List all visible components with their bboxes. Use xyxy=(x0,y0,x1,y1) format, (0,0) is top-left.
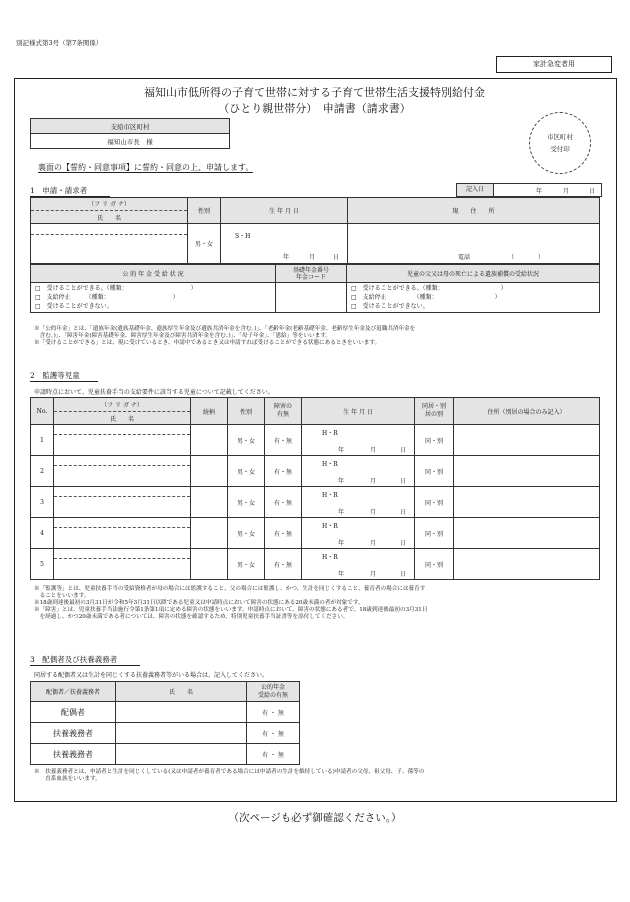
child-name-cell[interactable] xyxy=(54,518,191,549)
col-cohab xyxy=(415,398,454,425)
col-dob: 生 年 月 日 xyxy=(302,398,415,425)
child-dob-day: 日 xyxy=(400,447,407,454)
child-dob-month: 月 xyxy=(370,478,377,485)
section3-intro: 同居する配偶者又は生計を同じくする扶養義務者等がいる場合は、記入してください。 xyxy=(34,672,269,679)
family-row xyxy=(31,702,300,723)
section3-heading: 3 配偶者及び扶養義務者 xyxy=(30,654,140,666)
child-no: 3 xyxy=(31,487,54,518)
child-era: H・R xyxy=(322,554,338,561)
section2-note-3: ※18歳到達後最初の3月31日が令和5年3月31日以降である児童又は申請時点において障害の状態にある20歳未満の者が対象です。 xyxy=(34,600,364,606)
child-dob-day: 日 xyxy=(400,540,407,547)
section1-heading: 1 申請・請求者 xyxy=(30,185,110,197)
entry-date-box[interactable] xyxy=(456,183,602,197)
child-dob-cell[interactable] xyxy=(302,487,415,518)
basic-pension-header-2: 年金コード xyxy=(295,273,326,281)
child-cohab-cell[interactable]: 同・別 xyxy=(415,549,454,580)
phone-label: 電話 xyxy=(458,254,471,261)
section3-note-2: 直系血族をいいます。 xyxy=(34,776,101,782)
pension-option-2[interactable]: □ 支給停止 （種類： ） xyxy=(35,294,179,301)
section3-note-1: ※ 扶養義務者とは、申請者と生計を同じくしている(又は申請者が養育者である場合には申請者の生計を維持している)申請者の父母、祖父母、子、孫等の xyxy=(34,769,425,775)
child-dob-year: 年 xyxy=(338,571,345,578)
child-relation-cell[interactable] xyxy=(191,456,228,487)
child-name-cell[interactable] xyxy=(54,456,191,487)
child-name-cell[interactable] xyxy=(54,549,191,580)
child-era: H・R xyxy=(322,523,338,530)
entry-date-month: 月 xyxy=(563,188,570,195)
child-dob-day: 日 xyxy=(400,571,407,578)
family-name-cell[interactable] xyxy=(116,702,247,723)
child-dob-month: 月 xyxy=(370,540,377,547)
family-type: 配偶者 xyxy=(31,702,116,723)
family-pension-cell[interactable]: 有 ・ 無 xyxy=(247,723,300,744)
pension-options-cell[interactable] xyxy=(31,283,276,313)
family-col-pension-1: 公的年金 xyxy=(260,683,285,691)
child-no: 1 xyxy=(31,425,54,456)
family-col-pension-2: 受給の有無 xyxy=(257,691,288,699)
col-furigana: （フ リ ガ ナ） xyxy=(54,400,190,412)
col-sex: 性別 xyxy=(228,398,265,425)
office-use-box: 家計急変者用 xyxy=(496,56,612,73)
family-pension-cell[interactable]: 有 ・ 無 xyxy=(247,744,300,765)
section1-note-1: ※「公的年金」とは、「遺族年金(遺族基礎年金、遺族厚生年金及び遺族共済年金を含む。)」、「老齢年金(老齢基礎年金、老齢厚生年金及び退職共済年金を xyxy=(34,326,416,332)
basic-pension-cell[interactable] xyxy=(276,283,347,313)
col-name xyxy=(54,398,191,425)
family-name-cell[interactable] xyxy=(116,723,247,744)
child-no: 2 xyxy=(31,456,54,487)
child-address-cell[interactable] xyxy=(454,425,600,456)
family-pension-cell[interactable]: 有 ・ 無 xyxy=(247,702,300,723)
section2-intro: 申請時点において、児童扶養手当の支給要件に該当する児童について記載してください。 xyxy=(34,389,274,396)
child-dob-year: 年 xyxy=(338,447,345,454)
pension-option-3[interactable]: □ 受けることができない。 xyxy=(35,303,113,310)
bereaved-option-3[interactable]: □ 受けることができない。 xyxy=(351,303,429,310)
child-address-cell[interactable] xyxy=(454,456,600,487)
pension-table xyxy=(30,264,600,313)
child-dob-cell[interactable] xyxy=(302,518,415,549)
child-dob-cell[interactable] xyxy=(302,425,415,456)
pledge-text xyxy=(38,162,253,174)
section2-note-2: ることをいいます。 xyxy=(34,593,90,599)
applicant-dob-cell[interactable] xyxy=(221,224,348,264)
applicant-name-cell[interactable] xyxy=(31,224,188,264)
child-dob-cell[interactable] xyxy=(302,456,415,487)
col-cohab-2: 居の別 xyxy=(424,411,443,418)
addressee-branch: 支給市区町村 xyxy=(31,119,230,134)
col-name-label: 氏 名 xyxy=(109,415,134,423)
family-col-pension xyxy=(247,682,300,702)
dob-year: 年 xyxy=(283,254,290,261)
child-address-cell[interactable] xyxy=(454,549,600,580)
child-disability-cell[interactable]: 有・無 xyxy=(265,487,302,518)
applicant-era: S・H xyxy=(235,233,251,240)
addressee-mayor: 福知山市長 様 xyxy=(31,134,230,149)
phone-parens: （ ） xyxy=(508,254,545,261)
child-disability-cell[interactable]: 有・無 xyxy=(265,456,302,487)
form-number: 別記様式第3号（第7条関係） xyxy=(16,39,103,47)
child-row xyxy=(31,487,600,518)
section2-notes xyxy=(34,586,604,621)
child-cohab-cell[interactable]: 同・別 xyxy=(415,425,454,456)
dob-day: 日 xyxy=(333,254,340,261)
child-relation-cell[interactable] xyxy=(191,425,228,456)
child-dob-year: 年 xyxy=(338,509,345,516)
dob-header: 生 年 月 日 xyxy=(221,198,348,224)
child-era: H・R xyxy=(322,430,338,437)
footer-note: （次ページも必ず御確認ください。） xyxy=(228,812,402,824)
pledge-line: 裏面の【誓約・同意事項】に誓約・同意の上、申請します。 xyxy=(38,163,254,172)
form-title: 福知山市低所得の子育て世帯に対する子育て世帯生活支援特別給付金 xyxy=(144,86,485,99)
entry-date-label: 記入日 xyxy=(457,184,494,196)
col-no: No. xyxy=(31,398,54,425)
child-row xyxy=(31,456,600,487)
child-sex-cell[interactable]: 男・女 xyxy=(228,425,265,456)
section2-note-5: を経過し、かつ20歳未満である者については、障害の状態を確認するため、特別児童扶養手当証書等を添付してください。 xyxy=(34,614,349,620)
child-dob-year: 年 xyxy=(338,540,345,547)
child-sex-cell[interactable]: 男・女 xyxy=(228,487,265,518)
child-address-cell[interactable] xyxy=(454,487,600,518)
child-relation-cell[interactable] xyxy=(191,518,228,549)
bereaved-option-1[interactable]: □ 受けることができる。（種類： ） xyxy=(351,285,507,292)
child-relation-cell[interactable] xyxy=(191,487,228,518)
pension-header: 公 的 年 金 受 給 状 況 xyxy=(31,265,276,283)
child-row xyxy=(31,549,600,580)
pension-option-1[interactable]: □ 受けることができる。（種類： ） xyxy=(35,285,197,292)
child-dob-day: 日 xyxy=(400,478,407,485)
child-row xyxy=(31,518,600,549)
form-subtitle: （ひとり親世帯分） 申請書（請求書） xyxy=(218,102,411,115)
child-cohab-cell[interactable]: 同・別 xyxy=(415,518,454,549)
col-address: 住所（別居の場合のみ記入） xyxy=(454,398,600,425)
child-disability-cell[interactable]: 有・無 xyxy=(265,549,302,580)
child-relation-cell[interactable] xyxy=(191,549,228,580)
family-name-cell[interactable] xyxy=(116,744,247,765)
col-cohab-1: 同居・別 xyxy=(421,403,446,410)
section3-notes xyxy=(34,769,604,783)
col-relation: 続柄 xyxy=(191,398,228,425)
section2-heading: 2 監護等児童 xyxy=(30,370,98,382)
section1-note-2: 含む。)」、「障害年金(障害基礎年金、障害厚生年金及び障害共済年金を含む。)」、「母子年金」、「恩給」等をいいます。 xyxy=(34,333,331,339)
child-row xyxy=(31,425,600,456)
child-era: H・R xyxy=(322,492,338,499)
applicant-table xyxy=(30,197,600,264)
family-type: 扶養義務者 xyxy=(31,723,116,744)
section1-notes xyxy=(34,326,604,347)
sex-header: 性別 xyxy=(188,198,221,224)
name-label: 氏 名 xyxy=(96,215,121,222)
reception-stamp xyxy=(529,112,591,174)
bereaved-options-cell[interactable] xyxy=(347,283,600,313)
section2-note-1: ※「監護等」とは、児童扶養手当の受給資格者が母の場合には監護すること、父の場合には監護し、かつ、生計を同じくすること、養育者の場合には養育す xyxy=(34,586,426,592)
stamp-line1: 市区町村 xyxy=(547,133,573,141)
entry-date-year: 年 xyxy=(536,188,543,195)
addressee-table xyxy=(30,118,230,149)
children-table xyxy=(30,397,600,580)
child-cohab-cell[interactable]: 同・別 xyxy=(415,487,454,518)
child-address-cell[interactable] xyxy=(454,518,600,549)
applicant-name-header xyxy=(31,198,188,224)
child-era: H・R xyxy=(322,461,338,468)
family-table xyxy=(30,681,300,765)
child-no: 4 xyxy=(31,518,54,549)
section1-note-3: ※「受けることができる」とは、現に受けているとき、申請中であるとき又は申請すれば受けることができる状態にあるときをいいます。 xyxy=(34,340,381,346)
child-name-cell[interactable] xyxy=(54,425,191,456)
child-sex-cell[interactable]: 男・女 xyxy=(228,549,265,580)
child-dob-month: 月 xyxy=(370,571,377,578)
family-row xyxy=(31,723,300,744)
dob-month: 月 xyxy=(309,254,316,261)
col-disability-1: 障害の xyxy=(273,403,292,410)
child-dob-month: 月 xyxy=(370,447,377,454)
col-disability-2: 有無 xyxy=(276,411,289,418)
child-no: 5 xyxy=(31,549,54,580)
child-disability-cell[interactable]: 有・無 xyxy=(265,425,302,456)
address-header: 現 住 所 xyxy=(348,198,600,224)
child-name-cell[interactable] xyxy=(54,487,191,518)
family-type: 扶養義務者 xyxy=(31,744,116,765)
basic-pension-header-1: 基礎年金番号 xyxy=(292,266,329,274)
child-dob-month: 月 xyxy=(370,509,377,516)
bereaved-option-2[interactable]: □ 支給停止 （種類： ） xyxy=(351,294,501,301)
entry-date-day: 日 xyxy=(589,188,596,195)
child-dob-year: 年 xyxy=(338,478,345,485)
section2-note-4: ※「障害」とは、児童扶養手当法施行令第1条第1項に定める障害の状態をいいます。申請時点において、障害の状態にある者で、18歳到達後最初の3月31日 xyxy=(34,607,428,613)
child-sex-cell[interactable]: 男・女 xyxy=(228,518,265,549)
applicant-sex-cell[interactable]: 男・女 xyxy=(188,224,221,264)
family-row xyxy=(31,744,300,765)
col-disability xyxy=(265,398,302,425)
child-dob-cell[interactable] xyxy=(302,549,415,580)
stamp-line2: 受付印 xyxy=(550,145,570,153)
family-col-type: 配偶者／扶養義務者 xyxy=(31,682,116,702)
bereaved-header: 児童の父又は母の死亡による遺族補償の受給状況 xyxy=(347,265,600,283)
child-sex-cell[interactable]: 男・女 xyxy=(228,456,265,487)
child-disability-cell[interactable]: 有・無 xyxy=(265,518,302,549)
child-cohab-cell[interactable]: 同・別 xyxy=(415,456,454,487)
furigana-label: （フ リ ガ ナ） xyxy=(31,199,187,211)
family-col-name: 氏 名 xyxy=(116,682,247,702)
applicant-address-cell[interactable] xyxy=(348,224,600,264)
basic-pension-header xyxy=(276,265,347,283)
child-dob-day: 日 xyxy=(400,509,407,516)
